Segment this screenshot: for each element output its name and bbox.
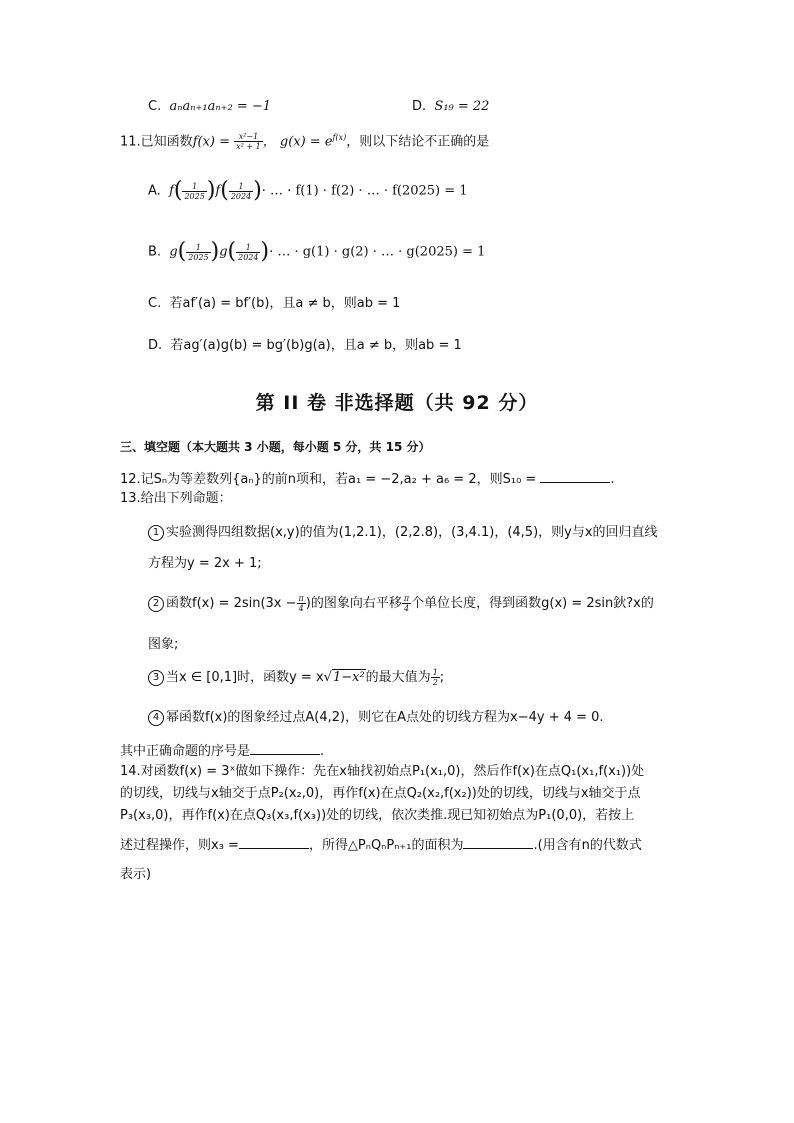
q11-option-b-fn1: g (169, 244, 178, 260)
q13-item1-continued: 方程为y = 2x + 1; (148, 556, 262, 571)
q13-item2-part-b: )的图象向右平移 (305, 596, 402, 611)
q12-answer-blank[interactable] (540, 470, 610, 483)
q13-item3 (148, 666, 444, 690)
q13-item3-part-a: 当x ∈ [0,1]时，函数y = x (166, 670, 324, 685)
q13-item3-part-b: 的最大值为 (365, 670, 431, 685)
q13-item3-part-c: ; (439, 670, 445, 685)
q11-option-b-fn2: g (219, 244, 228, 260)
q14-answer-blank-area[interactable] (463, 836, 533, 849)
q14-line4-part-b: ，所得△PₙQₙPₙ₊₁的面积为 (308, 838, 464, 853)
q11-f-fraction: $\frac{\text{x²−1}}{\text{x² + 1}}$ (236, 132, 261, 152)
part2-title: 第 II 卷 非选择题（共 92 分） (255, 392, 539, 414)
q11-option-b: B. g( $\frac{1}{2025}$ )g( $\frac{1}{2024}$ )· … · g(1) · g(2) · … · g(2025) = 1 (148, 239, 486, 264)
q11-option-c-text: 若af′(a) = bf′(b)，且a ≠ b，则ab = 1 (169, 296, 401, 311)
q11-option-a-frac2: $\frac{1}{2024}$ (230, 181, 252, 201)
q13-item2 (148, 592, 654, 616)
q13-item1-number: 1 (148, 525, 164, 541)
q11-option-b-tail: · … · g(1) · g(2) · … · g(2025) = 1 (269, 244, 486, 260)
q11-option-d-text: 若ag′(a)g(b) = bg′(b)g(a)，且a ≠ b，则ab = 1 (170, 338, 462, 353)
q11-option-a-fn2: f (215, 183, 221, 199)
q14-line4-part-c: .(用含有n的代数式 (533, 838, 642, 853)
q11-option-b-frac1: $\frac{1}{2025}$ (188, 242, 209, 262)
radical-icon: √ (323, 670, 332, 685)
q13-answer-prefix: 其中正确命题的序号是 (120, 744, 251, 759)
q13-item2-frac2: $\frac{\pi}{4}$ (403, 594, 410, 613)
q11-option-a-frac1: $\frac{1}{2025}$ (184, 181, 205, 201)
q10-option-c-label: C. (148, 99, 162, 114)
q13-item3-frac: $\frac{1}{2}$ (432, 668, 438, 687)
q11-option-b-label: B. (148, 244, 162, 260)
q14-line4-part-a: 述过程操作，则x₃ = (120, 838, 239, 853)
q11-stem-suffix: ，则以下结论不正确的是 (346, 134, 490, 150)
q13-item2-number: 2 (148, 596, 164, 612)
q14-line3: P₃(x₃,0)，再作f(x)在点Q₃(x₃,f(x₃))处的切线，依次类推.现已知初始点为P₁(0,0)，若按上 (120, 808, 635, 823)
q10-option-c-text: aₙaₙ₊₁aₙ₊₂ = −1 (169, 99, 272, 114)
q13-stem: 13.给出下列命题： (120, 491, 232, 506)
q12-text: 12.记Sₙ为等差数列{aₙ}的前n项和，若a₁ = −2,a₂ + a₆ = 2，则S₁₀ = (120, 472, 537, 487)
section3-heading: 三、填空题（本大题共 3 小题，每小题 5 分，共 15 分） (120, 440, 431, 454)
q13-item2-part-a: 函数f(x) = 2sin(3x − (166, 596, 297, 611)
q11-option-b-frac2: $\frac{1}{2024}$ (238, 242, 259, 262)
q12 (120, 470, 615, 489)
q13-answer-suffix: . (320, 744, 325, 759)
q11-option-d (148, 337, 462, 355)
q10-option-d (412, 98, 489, 116)
q11-option-a-label: A. (148, 183, 161, 199)
q11-option-c-label: C. (148, 296, 162, 311)
q10-option-d-text: S₁₉ = 22 (434, 99, 490, 114)
q13-item4 (148, 709, 604, 727)
q13-item2-continued: 图象; (148, 637, 179, 652)
q14-answer-blank-x3[interactable] (239, 836, 309, 849)
q13-item3-number: 3 (148, 670, 164, 686)
q11-option-a: A. f( $\frac{1}{2025}$ )f( $\frac{1}{2024}$ )· … · f(1) · f(2) · … · f(2025) = 1 (148, 178, 468, 203)
q13-answer (120, 742, 324, 761)
q12-text-end: . (610, 472, 615, 487)
q11-option-a-fn1: f (169, 183, 174, 199)
q11-option-d-label: D. (148, 338, 163, 353)
q11-stem-prefix: 11.已知函数 (120, 134, 193, 150)
q13-item2-part-c: 个单位长度，得到函数g(x) = 2sin鈥?x的 (411, 596, 654, 611)
q11-stem (120, 129, 489, 151)
q14-line5: 表示) (120, 867, 152, 882)
q14-line2: 的切线，切线与x轴交于点P₂(x₂,0)，再作f(x)在点Q₂(x₂,f(x₂))处的切线，切线与x轴交于点 (120, 786, 641, 801)
q11-stem-f: f(x) = (192, 134, 230, 150)
q11-option-a-tail: · … · f(1) · f(2) · … · f(2025) = 1 (261, 183, 468, 199)
q13-item1 (148, 524, 658, 542)
q13-item1-line1: 实验测得四组数据(x,y)的值为(1,2.1)，(2,2.8)，(3,4.1)，(4,5)，则y与x的回归直线 (166, 525, 658, 540)
q14-line4 (120, 836, 642, 855)
q13-item2-frac1: $\frac{\pi}{4}$ (298, 594, 304, 613)
q14-line1: 14.对函数f(x) = 3ˣ做如下操作：先在x轴找初始点P₁(x₁,0)，然后作f(x)在点Q₁(x₁,f(x₁))处 (120, 764, 645, 779)
q13-answer-blank[interactable] (250, 742, 320, 755)
q11-stem-g: ， g(x) = e (262, 134, 333, 150)
q13-item4-text: 幂函数f(x)的图象经过点A(4,2)，则它在A点处的切线方程为x−4y + 4 = 0. (166, 710, 604, 725)
q13-item4-number: 4 (148, 710, 164, 726)
q11-option-c (148, 295, 400, 313)
q11-stem-g-exponent: f(x) (332, 133, 347, 142)
q10-option-d-label: D. (412, 99, 427, 114)
q10-option-c (148, 98, 271, 116)
q13-item3-radicand: 1−x² (332, 670, 365, 685)
